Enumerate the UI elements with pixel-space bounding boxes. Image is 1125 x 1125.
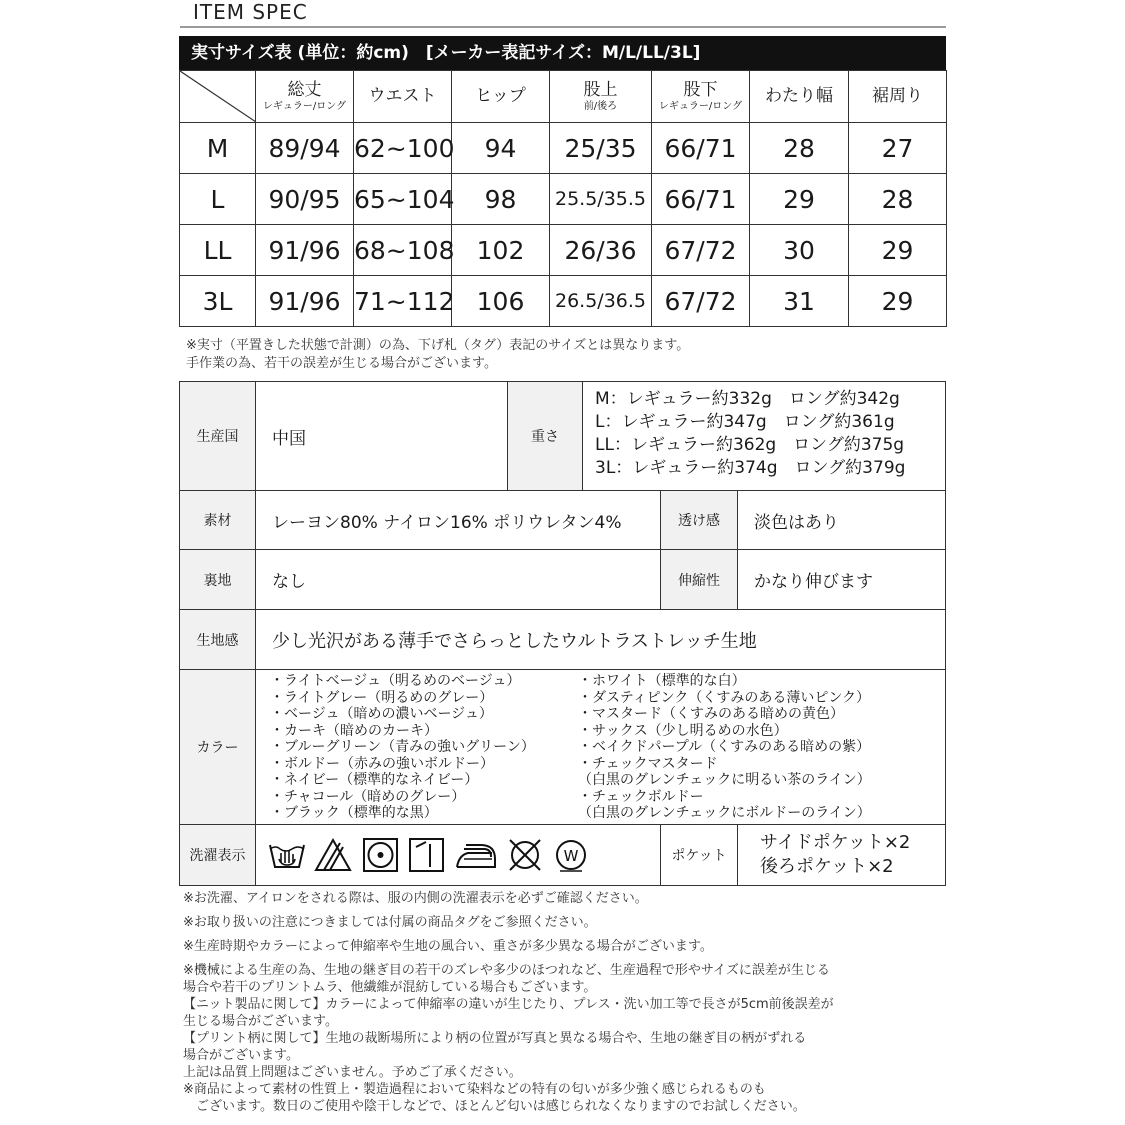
table-cell: 29 xyxy=(849,276,947,327)
col-header-rise xyxy=(550,71,652,123)
col-header-hip xyxy=(452,71,550,123)
col-header-hem xyxy=(849,71,947,123)
pocket-line: サイドポケット×2 xyxy=(760,832,911,853)
pocket-line: 後ろポケット×2 xyxy=(760,856,894,877)
footer-note: ※機械による生産の為、生地の継ぎ目の若干のズレや多少のほつれなど、生産過程で形やサイズに誤差が生じる 場合や若干のプリントムラ、他繊維が混紡している場合もございます。 【ニット製品に関して】カラーによって伸縮率の違いが生じたり、プレス・洗い加工等で長さが5cm前後誤差が 生じる場合がございます。 【プリント柄に関して】生地の裁断場所により柄の位置が写真と異なる場合や、生地の継ぎ目の柄がずれる 場合がございます。 上記は品質上問題はございません。予めご了承ください。 xyxy=(183,963,834,1080)
stretch-label: 伸縮性 xyxy=(660,549,738,610)
table-cell: 66/71 xyxy=(652,123,750,174)
wet-clean-icon xyxy=(552,837,590,873)
bleach-icon xyxy=(314,837,352,873)
no-dry-clean-icon xyxy=(506,837,544,873)
col-label: 股上 xyxy=(583,79,618,100)
stretch-value: かなり伸びます xyxy=(737,549,946,610)
care-symbols xyxy=(255,824,661,886)
footer-note: ※お取り扱いの注意につきましては付属の商品タグをご参照ください。 xyxy=(183,915,597,930)
size-cell: LL xyxy=(180,225,256,276)
table-row xyxy=(180,123,947,174)
table-row xyxy=(180,225,947,276)
footer-note: ※生産時期やカラーによって伸縮率や生地の風合い、重さが多少異なる場合がございます。 xyxy=(183,939,713,954)
table-cell: 67/72 xyxy=(652,276,750,327)
table-cell: 31 xyxy=(750,276,849,327)
diagonal-line-icon xyxy=(180,71,256,122)
table-cell: 28 xyxy=(849,174,947,225)
size-table-header-row xyxy=(180,71,947,123)
color-label: カラー xyxy=(179,669,256,825)
weight-value xyxy=(582,381,946,491)
lining-value: なし xyxy=(255,549,661,610)
table-row xyxy=(180,276,947,327)
col-sublabel: レギュラー/ロング xyxy=(262,100,347,112)
weight-label: 重さ xyxy=(507,381,583,491)
hand-wash-icon xyxy=(268,837,306,873)
col-label: 総丈 xyxy=(287,79,322,100)
material-label: 素材 xyxy=(179,490,256,550)
table-cell: 29 xyxy=(849,225,947,276)
table-cell: 28 xyxy=(750,123,849,174)
weight-line: M：レギュラー約332g ロング約342g xyxy=(595,389,900,409)
origin-value: 中国 xyxy=(255,381,508,491)
material-value: レーヨン80% ナイロン16% ポリウレタン4% xyxy=(255,490,661,550)
col-label: ウエスト xyxy=(368,85,437,106)
table-cell: 26.5/36.5 xyxy=(550,276,652,327)
texture-value: 少し光沢がある薄手でさらっとしたウルトラストレッチ生地 xyxy=(255,609,946,670)
footer-note: ※お洗濯、アイロンをされる際は、服の内側の洗濯表示を必ずご確認ください。 xyxy=(183,891,648,906)
spec-table xyxy=(179,381,946,886)
weight-line: LL：レギュラー約362g ロング約375g xyxy=(595,435,905,455)
table-cell: 90/95 xyxy=(256,174,354,225)
page-title: ITEM SPEC xyxy=(193,0,308,24)
tumble-dry-icon xyxy=(362,837,400,873)
table-cell: 67/72 xyxy=(652,225,750,276)
sheer-label: 透け感 xyxy=(660,490,738,550)
pocket-label: ポケット xyxy=(660,824,738,886)
color-list-right: ・ホワイト（標準的な白） ・ダスティピンク（くすみのある薄いピンク） ・マスタード（くすみのある暗めの黄色） ・サックス（少し明るめの水色） ・ベイクドパープル（くすみのある暗めの紫） ・チェックマスタード （白黒のグレンチェックに明るい茶のライン） ・チェックボルドー （白黒のグレンチェックにボルドーのライン） xyxy=(578,673,871,821)
iron-icon xyxy=(454,837,498,873)
col-header-waist xyxy=(354,71,452,123)
table-cell: 65~104 xyxy=(354,174,452,225)
color-list-left: ・ライトベージュ（明るめのベージュ） ・ライトグレー（明るめのグレー） ・ベージュ（暗めの濃いベージュ） ・カーキ（暗めのカーキ） ・ブルーグリーン（青みの強いグリーン） ・ボルドー（赤みの強いボルドー） ・ネイビー（標準的なネイビー） ・チャコール（暗めのグレー） ・ブラック（標準的な黒） xyxy=(270,673,535,821)
table-cell: 27 xyxy=(849,123,947,174)
table-cell: 102 xyxy=(452,225,550,276)
size-cell: 3L xyxy=(180,276,256,327)
table-row xyxy=(180,174,947,225)
pocket-value xyxy=(737,824,946,886)
wash-label: 洗濯表示 xyxy=(179,824,256,886)
table-cell: 26/36 xyxy=(550,225,652,276)
col-header-length xyxy=(256,71,354,123)
col-label: ヒップ xyxy=(475,85,526,106)
table-cell: 66/71 xyxy=(652,174,750,225)
col-header-inseam xyxy=(652,71,750,123)
table-cell: 29 xyxy=(750,174,849,225)
table-cell: 106 xyxy=(452,276,550,327)
corner-cell xyxy=(180,71,256,123)
col-label: わたり幅 xyxy=(765,85,833,106)
col-sublabel: 前/後ろ xyxy=(583,100,618,112)
weight-line: 3L：レギュラー約374g ロング約379g xyxy=(595,458,906,478)
table-cell: 94 xyxy=(452,123,550,174)
size-cell: L xyxy=(180,174,256,225)
lining-label: 裏地 xyxy=(179,549,256,610)
table-cell: 68~108 xyxy=(354,225,452,276)
title-divider xyxy=(180,26,946,28)
table-cell: 30 xyxy=(750,225,849,276)
table-cell: 25.5/35.5 xyxy=(550,174,652,225)
origin-label: 生産国 xyxy=(179,381,256,491)
texture-label: 生地感 xyxy=(179,609,256,670)
col-label: 股下 xyxy=(683,79,718,100)
table-cell: 91/96 xyxy=(256,225,354,276)
size-table-header: 実寸サイズ表 (単位：約cm) [メーカー表記サイズ：M/L/LL/3L] xyxy=(179,36,946,70)
col-label: 裾周り xyxy=(872,85,923,106)
size-table xyxy=(179,70,947,327)
col-header-thigh xyxy=(750,71,849,123)
table-cell: 89/94 xyxy=(256,123,354,174)
footer-note: ※商品によって素材の性質上・製造過程において染料などの特有の匂いが多少強く感じられるものも ございます。数日のご使用や陰干しなどで、ほとんど匂いは感じられなくなりますのでお試しください。 xyxy=(183,1082,806,1114)
sheer-value: 淡色はあり xyxy=(737,490,946,550)
col-sublabel: レギュラー/ロング xyxy=(658,100,743,112)
table-cell: 62~100 xyxy=(354,123,452,174)
svg-text:W: W xyxy=(563,847,579,865)
table-cell: 91/96 xyxy=(256,276,354,327)
table-cell: 71~112 xyxy=(354,276,452,327)
size-note: ※実寸（平置きした状態で計測）の為、下げ札（タグ）表記のサイズとは異なります。 xyxy=(186,338,690,353)
line-dry-icon xyxy=(408,837,446,873)
weight-line: L：レギュラー約347g ロング約361g xyxy=(595,412,895,432)
table-cell: 25/35 xyxy=(550,123,652,174)
table-cell: 98 xyxy=(452,174,550,225)
color-list xyxy=(255,669,946,825)
size-note: 手作業の為、若干の誤差が生じる場合がございます。 xyxy=(186,356,497,371)
size-cell: M xyxy=(180,123,256,174)
